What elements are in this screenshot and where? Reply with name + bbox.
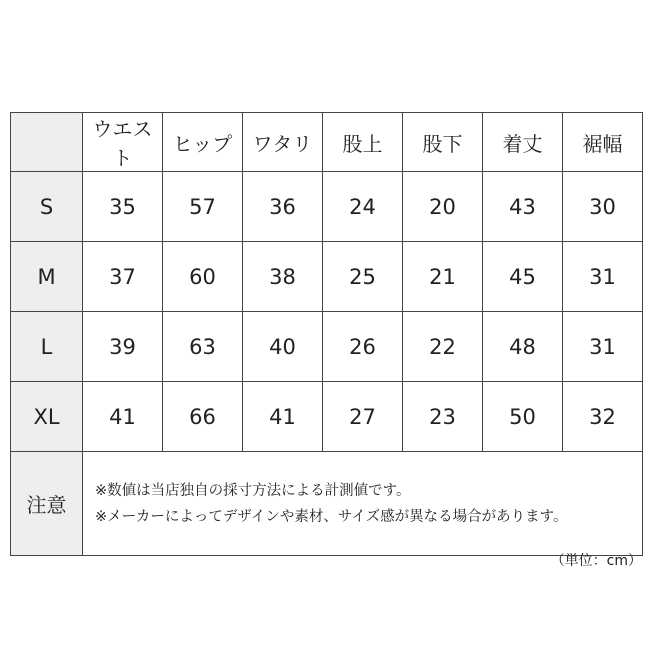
table-cell: 37 (83, 242, 163, 312)
table-cell: 35 (83, 172, 163, 242)
size-label: L (11, 312, 83, 382)
size-label: S (11, 172, 83, 242)
note-row (11, 452, 643, 556)
table-cell: 43 (483, 172, 563, 242)
header-hip: ヒップ (163, 113, 243, 172)
table-cell: 24 (323, 172, 403, 242)
table-row (11, 172, 643, 242)
table-cell: 50 (483, 382, 563, 452)
table-cell: 48 (483, 312, 563, 382)
unit-label: （単位：cm） (550, 553, 642, 569)
size-label: M (11, 242, 83, 312)
table-cell: 40 (243, 312, 323, 382)
table-row (11, 242, 643, 312)
table-cell: 26 (323, 312, 403, 382)
table-row (11, 312, 643, 382)
corner-cell (11, 113, 83, 172)
table-cell: 31 (563, 242, 643, 312)
size-label: XL (11, 382, 83, 452)
note-line: ※メーカーによってデザインや素材、サイズ感が異なる場合があります。 (95, 508, 568, 525)
table-cell: 20 (403, 172, 483, 242)
table-cell: 63 (163, 312, 243, 382)
table-cell: 41 (83, 382, 163, 452)
table-cell: 32 (563, 382, 643, 452)
table-cell: 36 (243, 172, 323, 242)
table-cell: 57 (163, 172, 243, 242)
table-cell: 21 (403, 242, 483, 312)
table-cell: 31 (563, 312, 643, 382)
table-cell: 66 (163, 382, 243, 452)
table-cell: 23 (403, 382, 483, 452)
header-hem-width: 裾幅 (563, 113, 643, 172)
header-thigh: ワタリ (243, 113, 323, 172)
note-label: 注意 (11, 452, 83, 556)
header-length: 着丈 (483, 113, 563, 172)
table-cell: 27 (323, 382, 403, 452)
size-chart-table (10, 112, 643, 556)
note-line: ※数値は当店独自の採寸方法による計測値です。 (95, 482, 411, 499)
table-cell: 39 (83, 312, 163, 382)
table-cell: 38 (243, 242, 323, 312)
table-cell: 22 (403, 312, 483, 382)
note-text (83, 452, 643, 556)
table-cell: 25 (323, 242, 403, 312)
table-cell: 41 (243, 382, 323, 452)
header-inseam: 股下 (403, 113, 483, 172)
header-waist: ウエスト (83, 113, 163, 172)
table-cell: 60 (163, 242, 243, 312)
table-cell: 30 (563, 172, 643, 242)
header-rise: 股上 (323, 113, 403, 172)
header-row (11, 113, 643, 172)
table-cell: 45 (483, 242, 563, 312)
table-row (11, 382, 643, 452)
